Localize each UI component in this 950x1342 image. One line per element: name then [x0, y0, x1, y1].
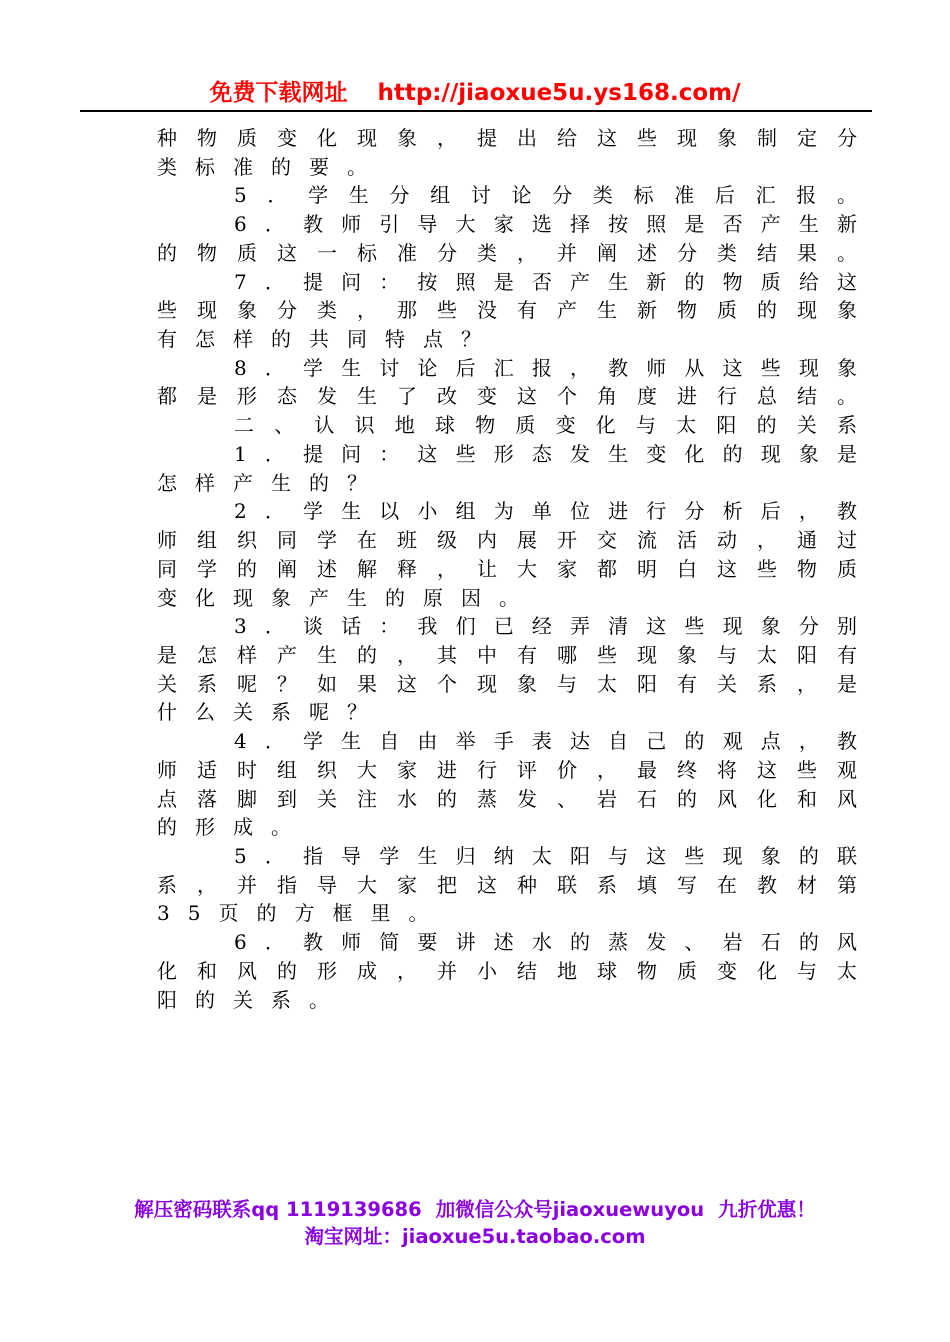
text-line: 点落脚到关注水的蒸发、岩石的风化和风	[157, 786, 857, 811]
text-line: 的形成。	[157, 815, 309, 840]
text-line: 4．学生自由举手表达自己的观点，教	[234, 729, 857, 754]
text-line: 7．提问：按照是否产生新的物质给这	[234, 269, 857, 294]
footer-line-1	[40, 1196, 910, 1223]
footer-password-contact: 解压密码联系qq 1119139686	[134, 1198, 422, 1221]
text-line: 系，并指导大家把这种联系填写在教材第	[157, 872, 857, 897]
header-rule	[80, 110, 872, 112]
text-line: 同学的阐述解释，让大家都明白这些物质	[157, 556, 857, 581]
text-line: 怎样产生的？	[157, 470, 385, 495]
body-text	[157, 124, 857, 1014]
text-line: 什么关系呢？	[157, 700, 385, 725]
text-line: 1．提问：这些形态发生变化的现象是	[234, 441, 857, 466]
text-line: 师适时组织大家进行评价，最终将这些观	[157, 757, 857, 782]
text-line: 阳的关系。	[157, 987, 347, 1012]
footer-wechat: 加微信公众号jiaoxuewuyou	[435, 1198, 705, 1221]
text-line: 有怎样的共同特点？	[157, 327, 499, 352]
text-line: 2．学生以小组为单位进行分析后，教	[234, 499, 857, 524]
text-line: 都是形态发生了改变这个角度进行总结。	[157, 384, 857, 409]
text-line: 5．指导学生归纳太阳与这些现象的联	[234, 843, 857, 868]
text-line: 8．学生讨论后汇报，教师从这些现象	[234, 355, 857, 380]
text-line: 变化现象产生的原因。	[157, 585, 537, 610]
text-line: 化和风的形成，并小结地球物质变化与太	[157, 958, 857, 983]
text-line: 关系呢？如果这个现象与太阳有关系，是	[157, 671, 857, 696]
text-line: 3．谈话：我们已经弄清这些现象分别	[234, 614, 857, 639]
text-line: 师组织同学在班级内展开交流活动，通过	[157, 528, 857, 553]
text-line: 35页的方框里。	[157, 901, 447, 926]
text-line: 二、认识地球物质变化与太阳的关系	[234, 413, 857, 438]
text-line: 5．学生分组讨论分类标准后汇报。	[234, 183, 857, 208]
text-line: 是怎样产生的，其中有哪些现象与太阳有	[157, 642, 857, 667]
footer-discount: 九折优惠！	[718, 1198, 816, 1221]
page-header	[80, 76, 870, 110]
header-url-link[interactable]: http://jiaoxue5u.ys168.com/	[377, 80, 741, 106]
footer-taobao-link[interactable]: 淘宝网址：jiaoxue5u.taobao.com	[304, 1225, 646, 1248]
page-footer	[40, 1196, 910, 1250]
text-line: 些现象分类，那些没有产生新物质的现象	[157, 298, 857, 323]
text-line: 6．教师引导大家选择按照是否产生新	[234, 212, 857, 237]
text-line: 6．教师简要讲述水的蒸发、岩石的风	[234, 930, 857, 955]
header-label: 免费下载网址	[209, 80, 348, 106]
text-line: 种物质变化现象，提出给这些现象制定分	[157, 126, 857, 150]
text-line: 类标准的要。	[157, 154, 385, 179]
text-line: 的物质这一标准分类，并阐述分类结果。	[157, 240, 857, 265]
